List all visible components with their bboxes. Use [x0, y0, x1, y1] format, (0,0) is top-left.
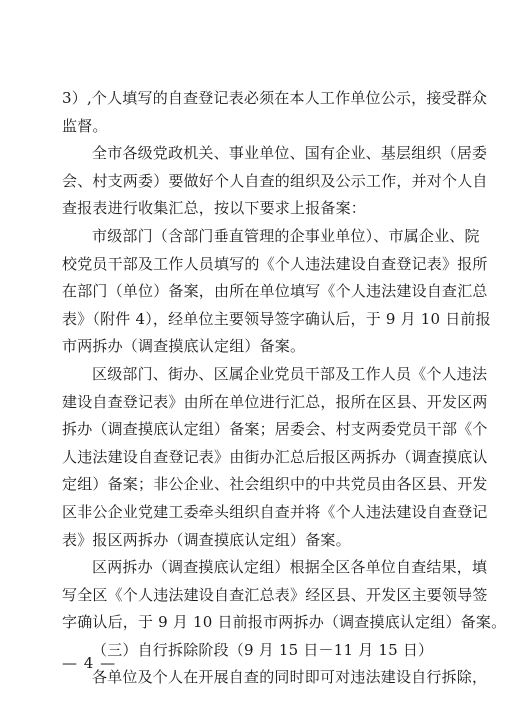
- text-line-4: 会、村支两委）要做好个人自查的组织及公示工作，并对个人自: [62, 171, 488, 190]
- text-line-14: 人违法建设自查登记表》由街办汇总后报区两拆办（调查摸底认: [62, 447, 488, 466]
- text-line-18: 区两拆办（调查摸底认定组）根据全区各单位自查结果，填: [92, 558, 488, 577]
- text-line-22: 各单位及个人在开展自查的同时即可对违法建设自行拆除，: [92, 668, 488, 687]
- text-line-7: 校党员干部及工作人员填写的《个人违法建设自查登记表》报所: [62, 254, 488, 273]
- text-line-16: 区非公企业党建工委牵头组织自查并将《个人违法建设自查登记: [62, 502, 488, 521]
- text-line-13: 拆办（调查摸底认定组）备案；居委会、村支两委党员干部《个: [62, 420, 488, 439]
- text-line-17: 表》报区两拆办（调查摸底认定组）备案。: [62, 530, 351, 549]
- text-line-2: 监督。: [62, 116, 108, 135]
- text-line-19: 写全区《个人违法建设自查汇总表》经区县、开发区主要领导签: [62, 585, 488, 604]
- text-line-20: 字确认后，于 9 月 10 日前报市两拆办（调查摸底认定组）备案。: [62, 613, 507, 632]
- text-line-1: 3）,个人填写的自查登记表必须在本人工作单位公示，接受群众: [62, 89, 488, 107]
- text-line-12: 建设自查登记表》由所在单位进行汇总，报所在区县、开发区两: [62, 392, 488, 411]
- text-line-15: 定组）备案；非公企业、社会组织中的中共党员由各区县、开发: [62, 475, 488, 494]
- text-line-8: 在部门（单位）备案，由所在单位填写《个人违法建设自查汇总: [62, 282, 488, 301]
- document-body: [62, 85, 507, 692]
- text-line-5: 查报表进行收集汇总，按以下要求上报备案：: [62, 199, 367, 218]
- text-line-11: 区级部门、街办、区属企业党员干部及工作人员《个人违法: [92, 364, 488, 383]
- text-line-9: 表》（附件 4），经单位主要领导签字确认后，于 9 月 10 日前报: [62, 309, 491, 328]
- text-line-3: 全市各级党政机关、事业单位、国有企业、基层组织（居委: [92, 144, 488, 163]
- text-line-6: 市级部门（含部门垂直管理的企事业单位）、市属企业、院: [92, 226, 480, 245]
- text-line-10: 市两拆办（调查摸底认定组）备案。: [62, 337, 306, 356]
- page-number: — 4 —: [62, 654, 117, 672]
- section-heading: （三）自行拆除阶段（9 月 15 日－11 月 15 日）: [92, 640, 434, 659]
